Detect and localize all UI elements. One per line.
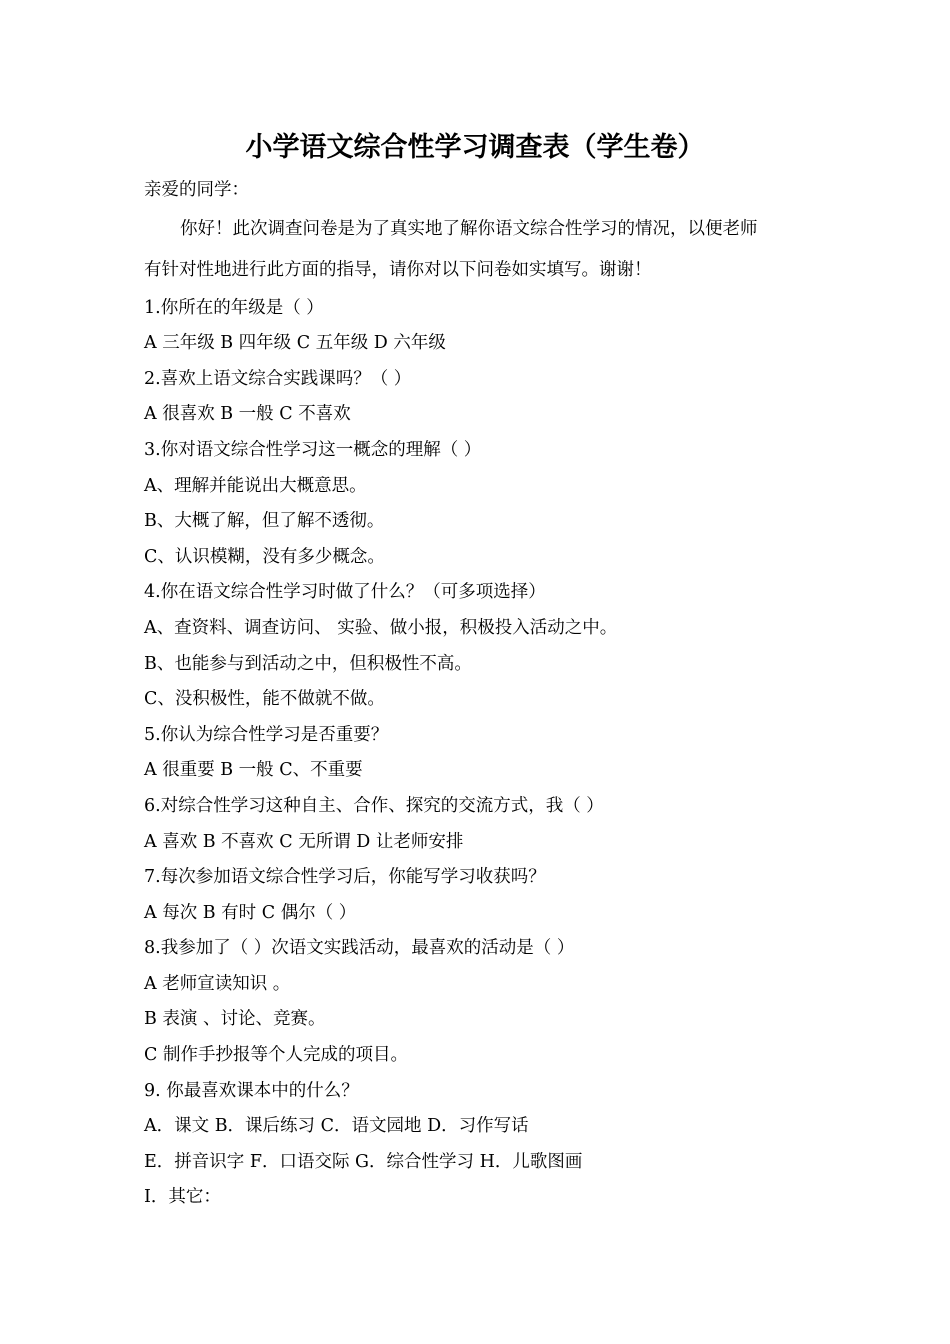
- intro-paragraph-line-1: 你好！此次调查问卷是为了真实地了解你语文综合性学习的情况，以便老师: [180, 218, 758, 239]
- question-1-options: A 三年级 B 四年级 C 五年级 D 六年级: [144, 333, 446, 354]
- question-7-options: A 每次 B 有时 C 偶尔（ ）: [144, 902, 357, 923]
- question-3: 3.你对语文综合性学习这一概念的理解（ ）: [144, 439, 482, 460]
- question-8: 8.我参加了（ ）次语文实践活动，最喜欢的活动是（ ）: [144, 938, 575, 959]
- question-4-option-c: C、没积极性，能不做就不做。: [144, 689, 385, 710]
- question-8-option-b: B 表演 、讨论、竞赛。: [144, 1009, 326, 1030]
- greeting: 亲爱的同学：: [144, 180, 249, 200]
- question-9-options-row-2: E．拼音识字 F．口语交际 G．综合性学习 H．儿歌图画: [144, 1151, 583, 1172]
- question-4: 4.你在语文综合性学习时做了什么？（可多项选择）: [144, 582, 546, 603]
- question-1: 1.你所在的年级是（ ）: [144, 297, 324, 318]
- question-6: 6.对综合性学习这种自主、合作、探究的交流方式，我（ ）: [144, 795, 604, 816]
- document-body: [144, 173, 824, 1216]
- question-5-options: A 很重要 B 一般 C、不重要: [144, 760, 363, 781]
- question-3-option-b: B、大概了解，但了解不透彻。: [144, 511, 385, 532]
- question-2-options: A 很喜欢 B 一般 C 不喜欢: [144, 404, 351, 425]
- document-title: 小学语文综合性学习调查表（学生卷）: [245, 132, 705, 163]
- question-9-options-row-1: A．课文 B．课后练习 C．语文园地 D．习作写话: [144, 1116, 529, 1137]
- intro-paragraph-line-2: 有针对性地进行此方面的指导，请你对以下问卷如实填写。谢谢！: [144, 259, 652, 280]
- question-3-option-a: A、理解并能说出大概意思。: [144, 475, 367, 496]
- question-9: 9. 你最喜欢课本中的什么？: [144, 1080, 359, 1101]
- question-4-option-a: A、查资料、调查访问、 实验、做小报，积极投入活动之中。: [144, 617, 618, 638]
- question-6-options: A 喜欢 B 不喜欢 C 无所谓 D 让老师安排: [144, 831, 464, 852]
- question-8-option-c: C 制作手抄报等个人完成的项目。: [144, 1045, 408, 1066]
- question-5: 5.你认为综合性学习是否重要？: [144, 724, 389, 745]
- question-7: 7.每次参加语文综合性学习后，你能写学习收获吗？: [144, 867, 546, 888]
- question-8-option-a: A 老师宣读知识 。: [144, 973, 291, 994]
- question-4-option-b: B、也能参与到活动之中，但积极性不高。: [144, 653, 472, 674]
- question-2: 2.喜欢上语文综合实践课吗？（ ）: [144, 368, 412, 389]
- question-3-option-c: C、认识模糊，没有多少概念。: [144, 546, 385, 567]
- question-9-option-other: I．其它：: [144, 1187, 221, 1208]
